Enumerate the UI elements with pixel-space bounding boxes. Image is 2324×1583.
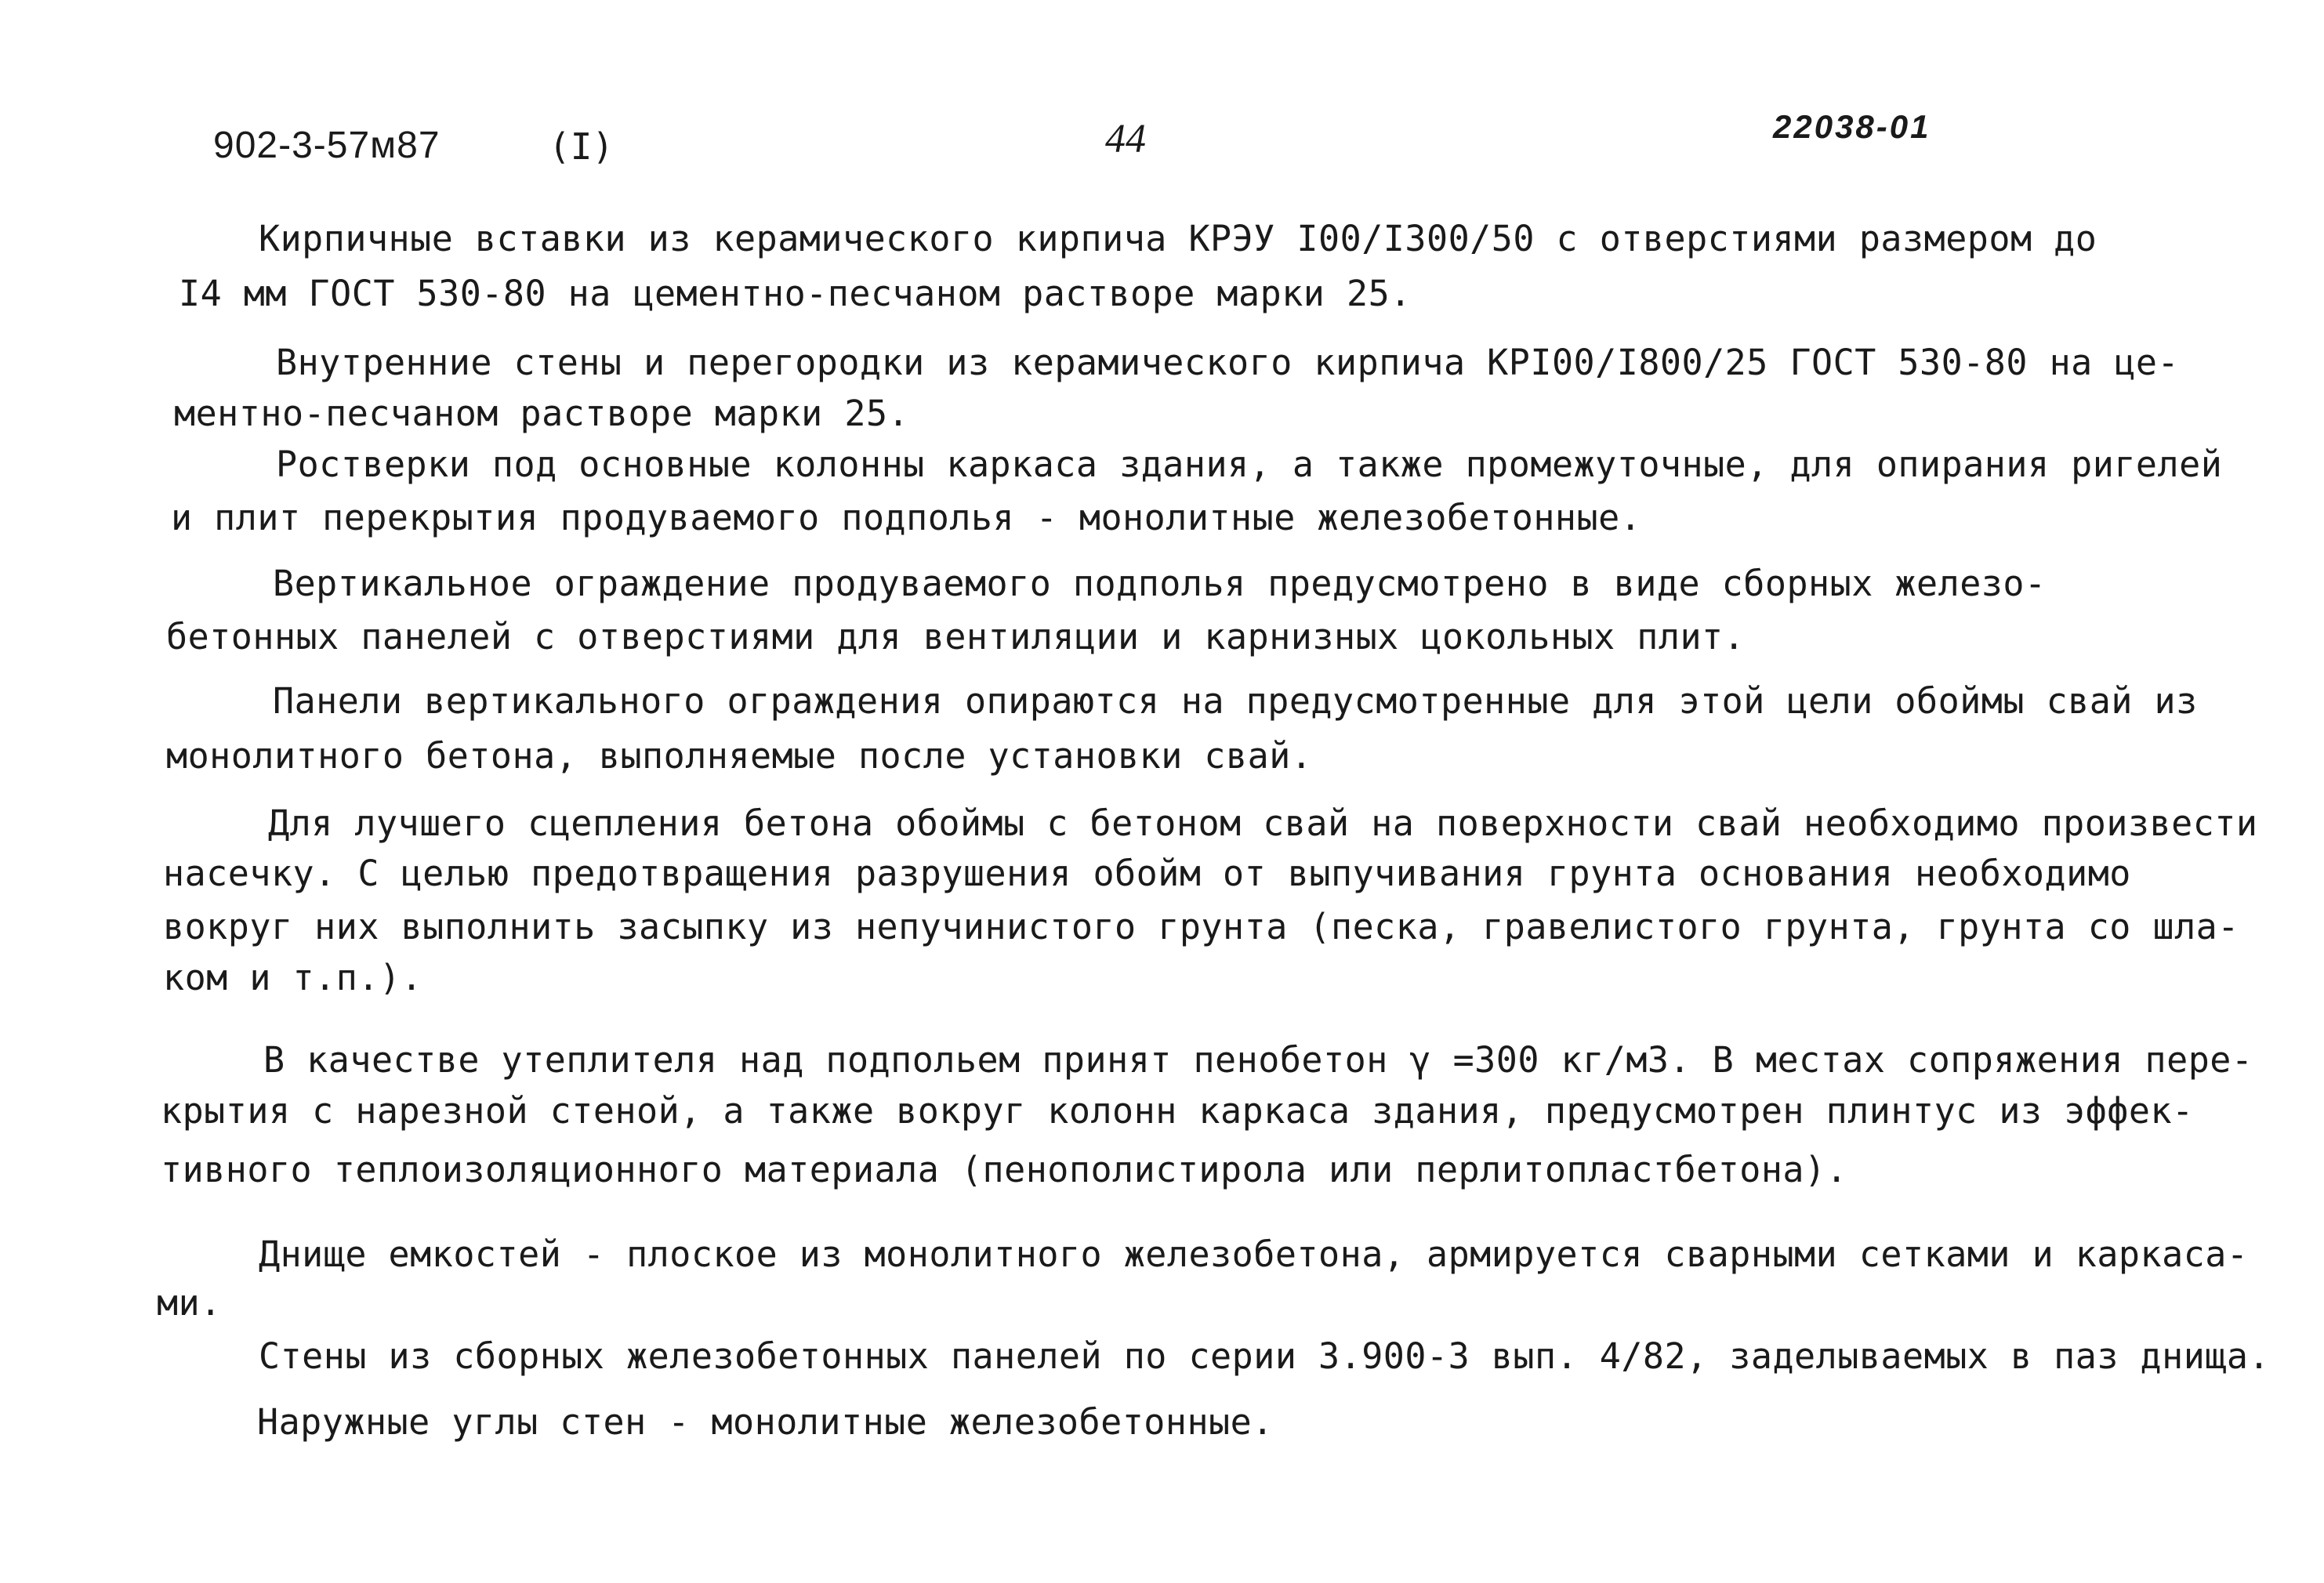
paragraph-line: вокруг них выполнить засыпку из непучинистого грунта (песка, гравелистого грунта, грунта со шла- [163, 906, 2239, 947]
paragraph-line: крытия с нарезной стеной, а также вокруг колонн каркаса здания, предусмотрен плинтус из эффек- [161, 1090, 2194, 1132]
document-part: (I) [549, 125, 615, 168]
paragraph-line: Стены из сборных железобетонных панелей по серии 3.900-3 вып. 4/82, заделываемых в паз днища. [259, 1335, 2271, 1377]
paragraph-line: Наружные углы стен - монолитные железобетонные. [257, 1401, 1274, 1443]
paragraph-line: ми. [157, 1282, 222, 1324]
paragraph-line: тивного теплоизоляционного материала (пенополистирола или перлитопластбетона). [161, 1149, 1848, 1190]
paragraph-line: I4 мм ГОСТ 530-80 на цементно-песчаном растворе марки 25. [179, 273, 1412, 314]
paragraph-line: монолитного бетона, выполняемые после установки свай. [166, 735, 1313, 777]
paragraph-line: В качестве утеплителя над подпольем принят пенобетон γ =300 кг/м3. В местах сопряжения пере- [263, 1039, 2253, 1081]
sheet-code: 22038-01 [1773, 108, 1931, 145]
paragraph-line: Днище емкостей - плоское из монолитного железобетона, армируется сварными сетками и каркаса- [259, 1233, 2249, 1275]
paragraph-line: Для лучшего сцепления бетона обоймы с бетоном свай на поверхности свай необходимо произвести [268, 802, 2258, 844]
paragraph-line: ком и т.п.). [163, 957, 423, 998]
document-code: 902-3-57м87 [213, 125, 441, 166]
page-number: 44 [1105, 117, 1146, 161]
paragraph-line: и плит перекрытия продуваемого подполья - монолитные железобетонные. [171, 497, 1642, 538]
paragraph-line: ментно-песчаном растворе марки 25. [174, 393, 910, 434]
paragraph-line: Панели вертикального ограждения опираются на предусмотренные для этой цели обоймы свай из [273, 680, 2198, 722]
paragraph-line: Внутренние стены и перегородки из керамического кирпича КРI00/I800/25 ГОСТ 530-80 на це- [276, 342, 2180, 383]
paragraph-line: Ростверки под основные колонны каркаса здания, а также промежуточные, для опирания ригелей [276, 444, 2223, 485]
paragraph-line: Вертикальное ограждение продуваемого подполья предусмотрено в виде сборных железо- [273, 563, 2047, 604]
paragraph-line: бетонных панелей с отверстиями для вентиляции и карнизных цокольных плит. [166, 616, 1746, 657]
paragraph-line: насечку. С целью предотвращения разрушения обойм от выпучивания грунта основания необходимо [163, 853, 2131, 894]
paragraph-line: Кирпичные вставки из керамического кирпича КРЭУ I00/I300/50 с отверстиями размером до [259, 218, 2097, 259]
